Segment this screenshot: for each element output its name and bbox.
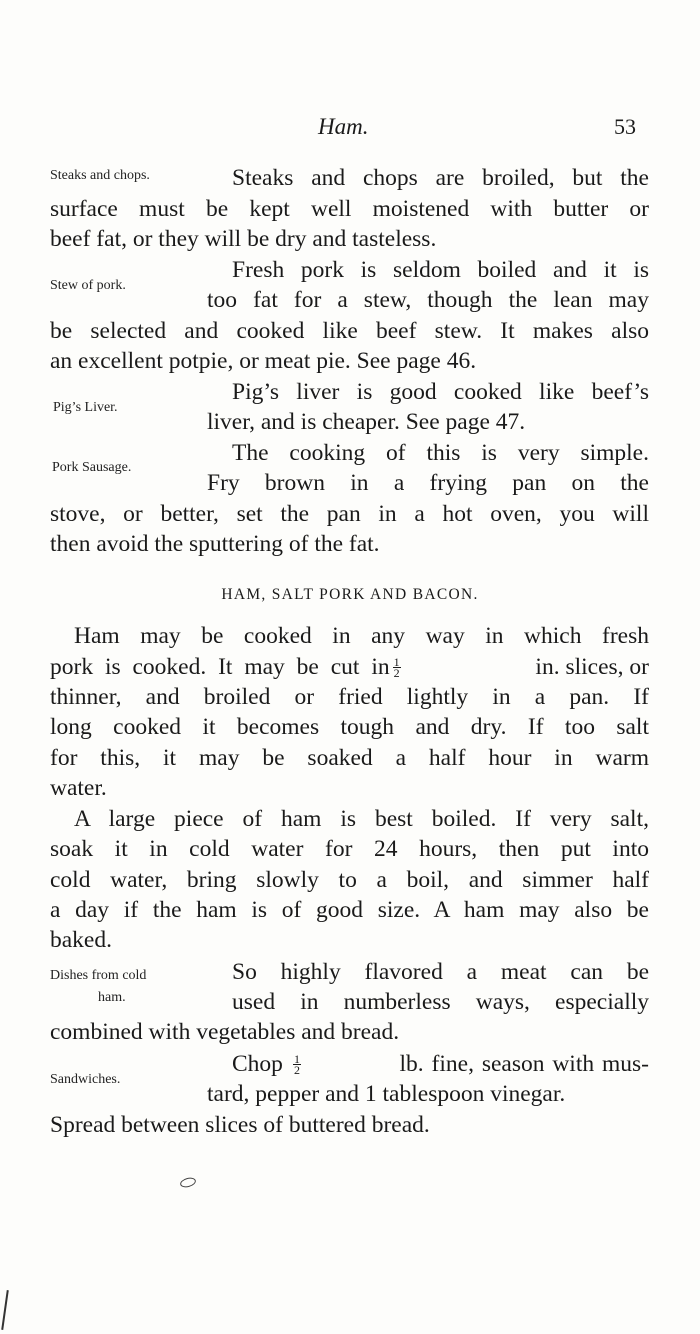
text-line-with-fraction <box>50 652 649 682</box>
fraction-half <box>393 654 401 680</box>
text-line: a day if the ham is of good size. A ham may also be <box>50 897 649 923</box>
text-line: an excellent potpie, or meat pie. See page 46. <box>50 348 477 374</box>
text-line: water. <box>50 775 107 801</box>
text-line: The cooking of this is very simple. <box>232 440 649 466</box>
fraction-numerator: 1 <box>393 654 400 669</box>
margin-note-dishes-cont: ham. <box>98 990 126 1005</box>
text-line: be selected and cooked like beef stew. It makes also <box>50 318 649 344</box>
text-line: used in numberless ways, especially <box>232 989 649 1015</box>
text-fragment: in. slices, or <box>535 654 649 680</box>
margin-note-dishes: Dishes from cold <box>50 968 147 983</box>
text-line: beef fat, or they will be dry and tasteless. <box>50 226 437 252</box>
text-line: stove, or better, set the pan in a hot oven, you will <box>50 501 649 527</box>
margin-note-steaks: Steaks and chops. <box>50 168 150 183</box>
margin-note-sausage: Pork Sausage. <box>52 460 132 475</box>
fraction-denominator: 2 <box>293 1062 300 1077</box>
text-line: Fresh pork is seldom boiled and it is <box>232 257 649 283</box>
text-line: thinner, and broiled or fried lightly in a pan. If <box>50 684 649 710</box>
text-fragment: lb. fine, season with mus- <box>399 1051 649 1077</box>
page-number: 53 <box>614 114 636 139</box>
text-line: combined with vegetables and bread. <box>50 1019 400 1045</box>
text-line: baked. <box>50 927 112 953</box>
margin-note-liver: Pig’s Liver. <box>53 400 118 415</box>
text-line: Spread between slices of buttered bread. <box>50 1112 430 1138</box>
text-fragment: pork is cooked. It may be cut in <box>50 654 390 680</box>
text-line: long cooked it becomes tough and dry. If too salt <box>50 714 649 740</box>
text-line: then avoid the sputtering of the fat. <box>50 531 380 557</box>
text-line: tard, pepper and 1 tablespoon vinegar. <box>207 1081 566 1107</box>
text-line: for this, it may be soaked a half hour in warm <box>50 745 649 771</box>
margin-note-sandwiches: Sandwiches. <box>50 1072 121 1087</box>
text-line: liver, and is cheaper. See page 47. <box>207 409 526 435</box>
running-head-title: Ham. <box>318 114 369 139</box>
fraction-numerator: 1 <box>293 1051 300 1066</box>
fraction-denominator: 2 <box>393 665 400 680</box>
text-line: soak it in cold water for 24 hours, then put into <box>50 836 649 862</box>
text-line: So highly flavored a meat can be <box>232 959 649 985</box>
fraction-half <box>293 1051 301 1077</box>
text-line: Ham may be cooked in any way in which fresh <box>74 623 649 649</box>
text-line: Fry brown in a frying pan on the <box>207 470 649 496</box>
section-heading: HAM, SALT PORK AND BACON. <box>221 586 479 603</box>
text-fragment: Chop <box>232 1051 283 1077</box>
text-line: Pig’s liver is good cooked like beef’s <box>232 379 649 405</box>
text-line: cold water, bring slowly to a boil, and simmer half <box>50 867 649 893</box>
text-line: Steaks and chops are broiled, but the <box>232 165 649 191</box>
text-line-with-fraction <box>232 1049 649 1079</box>
text-line: A large piece of ham is best boiled. If very salt, <box>74 806 649 832</box>
margin-note-stew: Stew of pork. <box>50 278 126 293</box>
text-line: too fat for a stew, though the lean may <box>207 287 649 313</box>
text-line: surface must be kept well moistened with butter or <box>50 196 649 222</box>
page-edge-mark <box>1 1290 9 1330</box>
ink-speck <box>179 1176 197 1189</box>
